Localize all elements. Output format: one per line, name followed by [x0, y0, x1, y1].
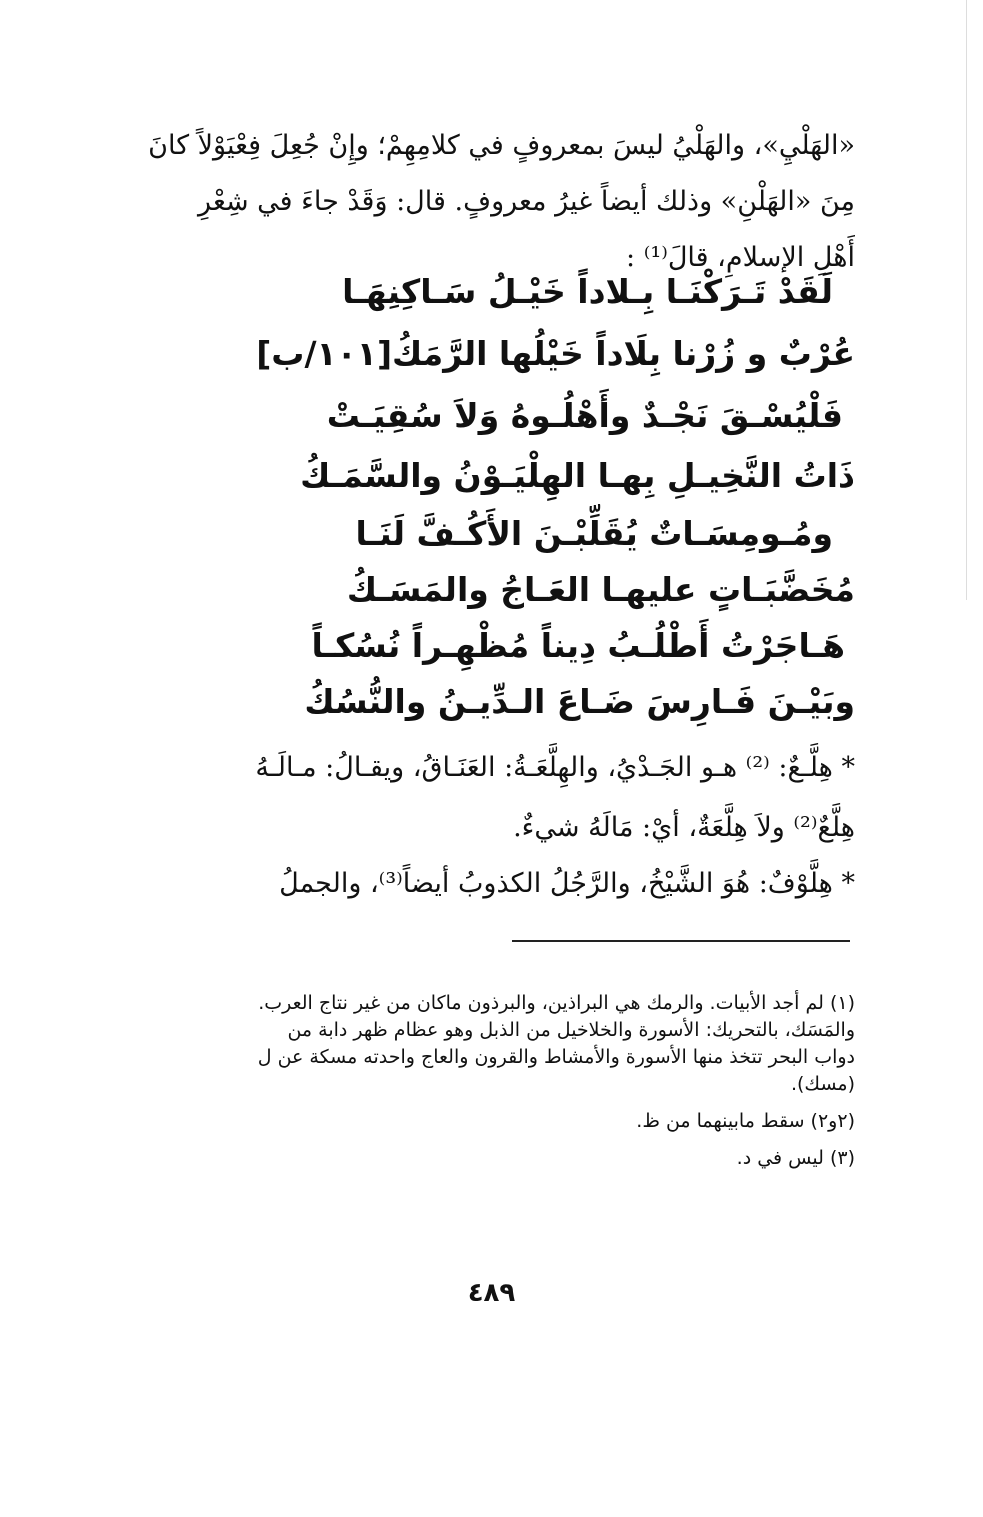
verse-line: لَقَدْ تَـرَكْنَـا بِـلاداً خَيْـلُ سَـاكِنِهَـا	[342, 272, 833, 311]
footnote-line: والمَسَك، بالتحريك: الأسورة والخلاخيل من الذبل وهو عظام ظهر دابة من	[287, 1019, 855, 1041]
verse-line: عُرْبٌ و زُرْنا بِلَاداً خَيْلُها الرَّمَكُ[١٠١/ب]	[256, 334, 855, 373]
intro-paragraph	[135, 118, 855, 286]
page-edge-line	[966, 0, 967, 600]
verse-line: فَلْيُسْـقَ نَجْـدٌ وأَهْلُـوهُ وَلاَ سُقِيَـتْ	[326, 396, 843, 435]
dictionary-entry-hillawf	[135, 854, 855, 914]
entry-line: * هِلَّـعٌ: ⁽²⁾ هـو الجَـدْيُ، والهِلَّعَـةُ: العَنَـاقُ، ويقـالُ: مـالَـهُ	[255, 752, 855, 783]
verse-line: ذَاتُ النَّخِيـلِ بِهـا الهِلْيَـوْنُ والسَّمَـكُ	[300, 456, 855, 495]
footnote-line: (٣) ليس في د.	[736, 1147, 855, 1169]
body-line: «الهَلْيِ»، والهَلْيُ ليسَ بمعروفٍ في كلامِهِمْ؛ وإِنْ جُعِلَ فِعْيَوْلاً كانَ	[148, 130, 855, 161]
entry-line: * هِلَّوْفٌ: هُوَ الشَّيْخُ، والرَّجُلُ الكذوبُ أيضاً⁽³⁾، والجملُ	[279, 868, 855, 899]
verse-line: مُخَضَّبَـاتٍ عليهـا العَـاجُ والمَسَـكُ	[346, 570, 855, 609]
footnotes	[125, 990, 855, 1172]
dictionary-entry-hilla	[135, 738, 855, 858]
footnote-separator	[512, 940, 850, 942]
footnote-line: (١) لم أجد الأبيات. والرمك هي البراذين، والبرذون ماكان من غير نتاج العرب.	[258, 992, 855, 1014]
footnote-line: (٢و٢) سقط مابينهما من ظ.	[636, 1110, 855, 1132]
page-number: ٤٨٩	[467, 1278, 516, 1308]
entry-line: هِلَّعٌ⁽²⁾ ولاَ هِلَّعَةٌ، أيْ: مَالَهُ شيءٌ.	[513, 812, 855, 843]
verse-line: وبَيْـنَ فَـارِسَ ضَـاعَ الـدِّيـنُ والنُّسُكُ	[304, 682, 855, 721]
body-line: أَهْلِ الإسلامِ، قالَ⁽¹⁾ :	[626, 242, 855, 273]
verse-line: ومُـومِسَـاتٌ يُقَلِّبْـنَ الأَكُـفَّ لَنَـا	[355, 514, 833, 553]
footnote-line: دواب البحر تتخذ منها الأسورة والأمشاط والقرون والعاج واحدته مسكة عن ل	[257, 1046, 855, 1068]
body-line: مِنَ «الهَلْنِ» وذلك أيضاً غيرُ معروفٍ. قال: وَقَدْ جاءَ في شِعْرِ	[198, 186, 855, 217]
footnote-line: (مسك).	[790, 1073, 855, 1095]
verse-line: هَـاجَرْتُ أَطْلُـبُ دِيناً مُظْهِـراً نُسُكـاً	[311, 626, 845, 665]
